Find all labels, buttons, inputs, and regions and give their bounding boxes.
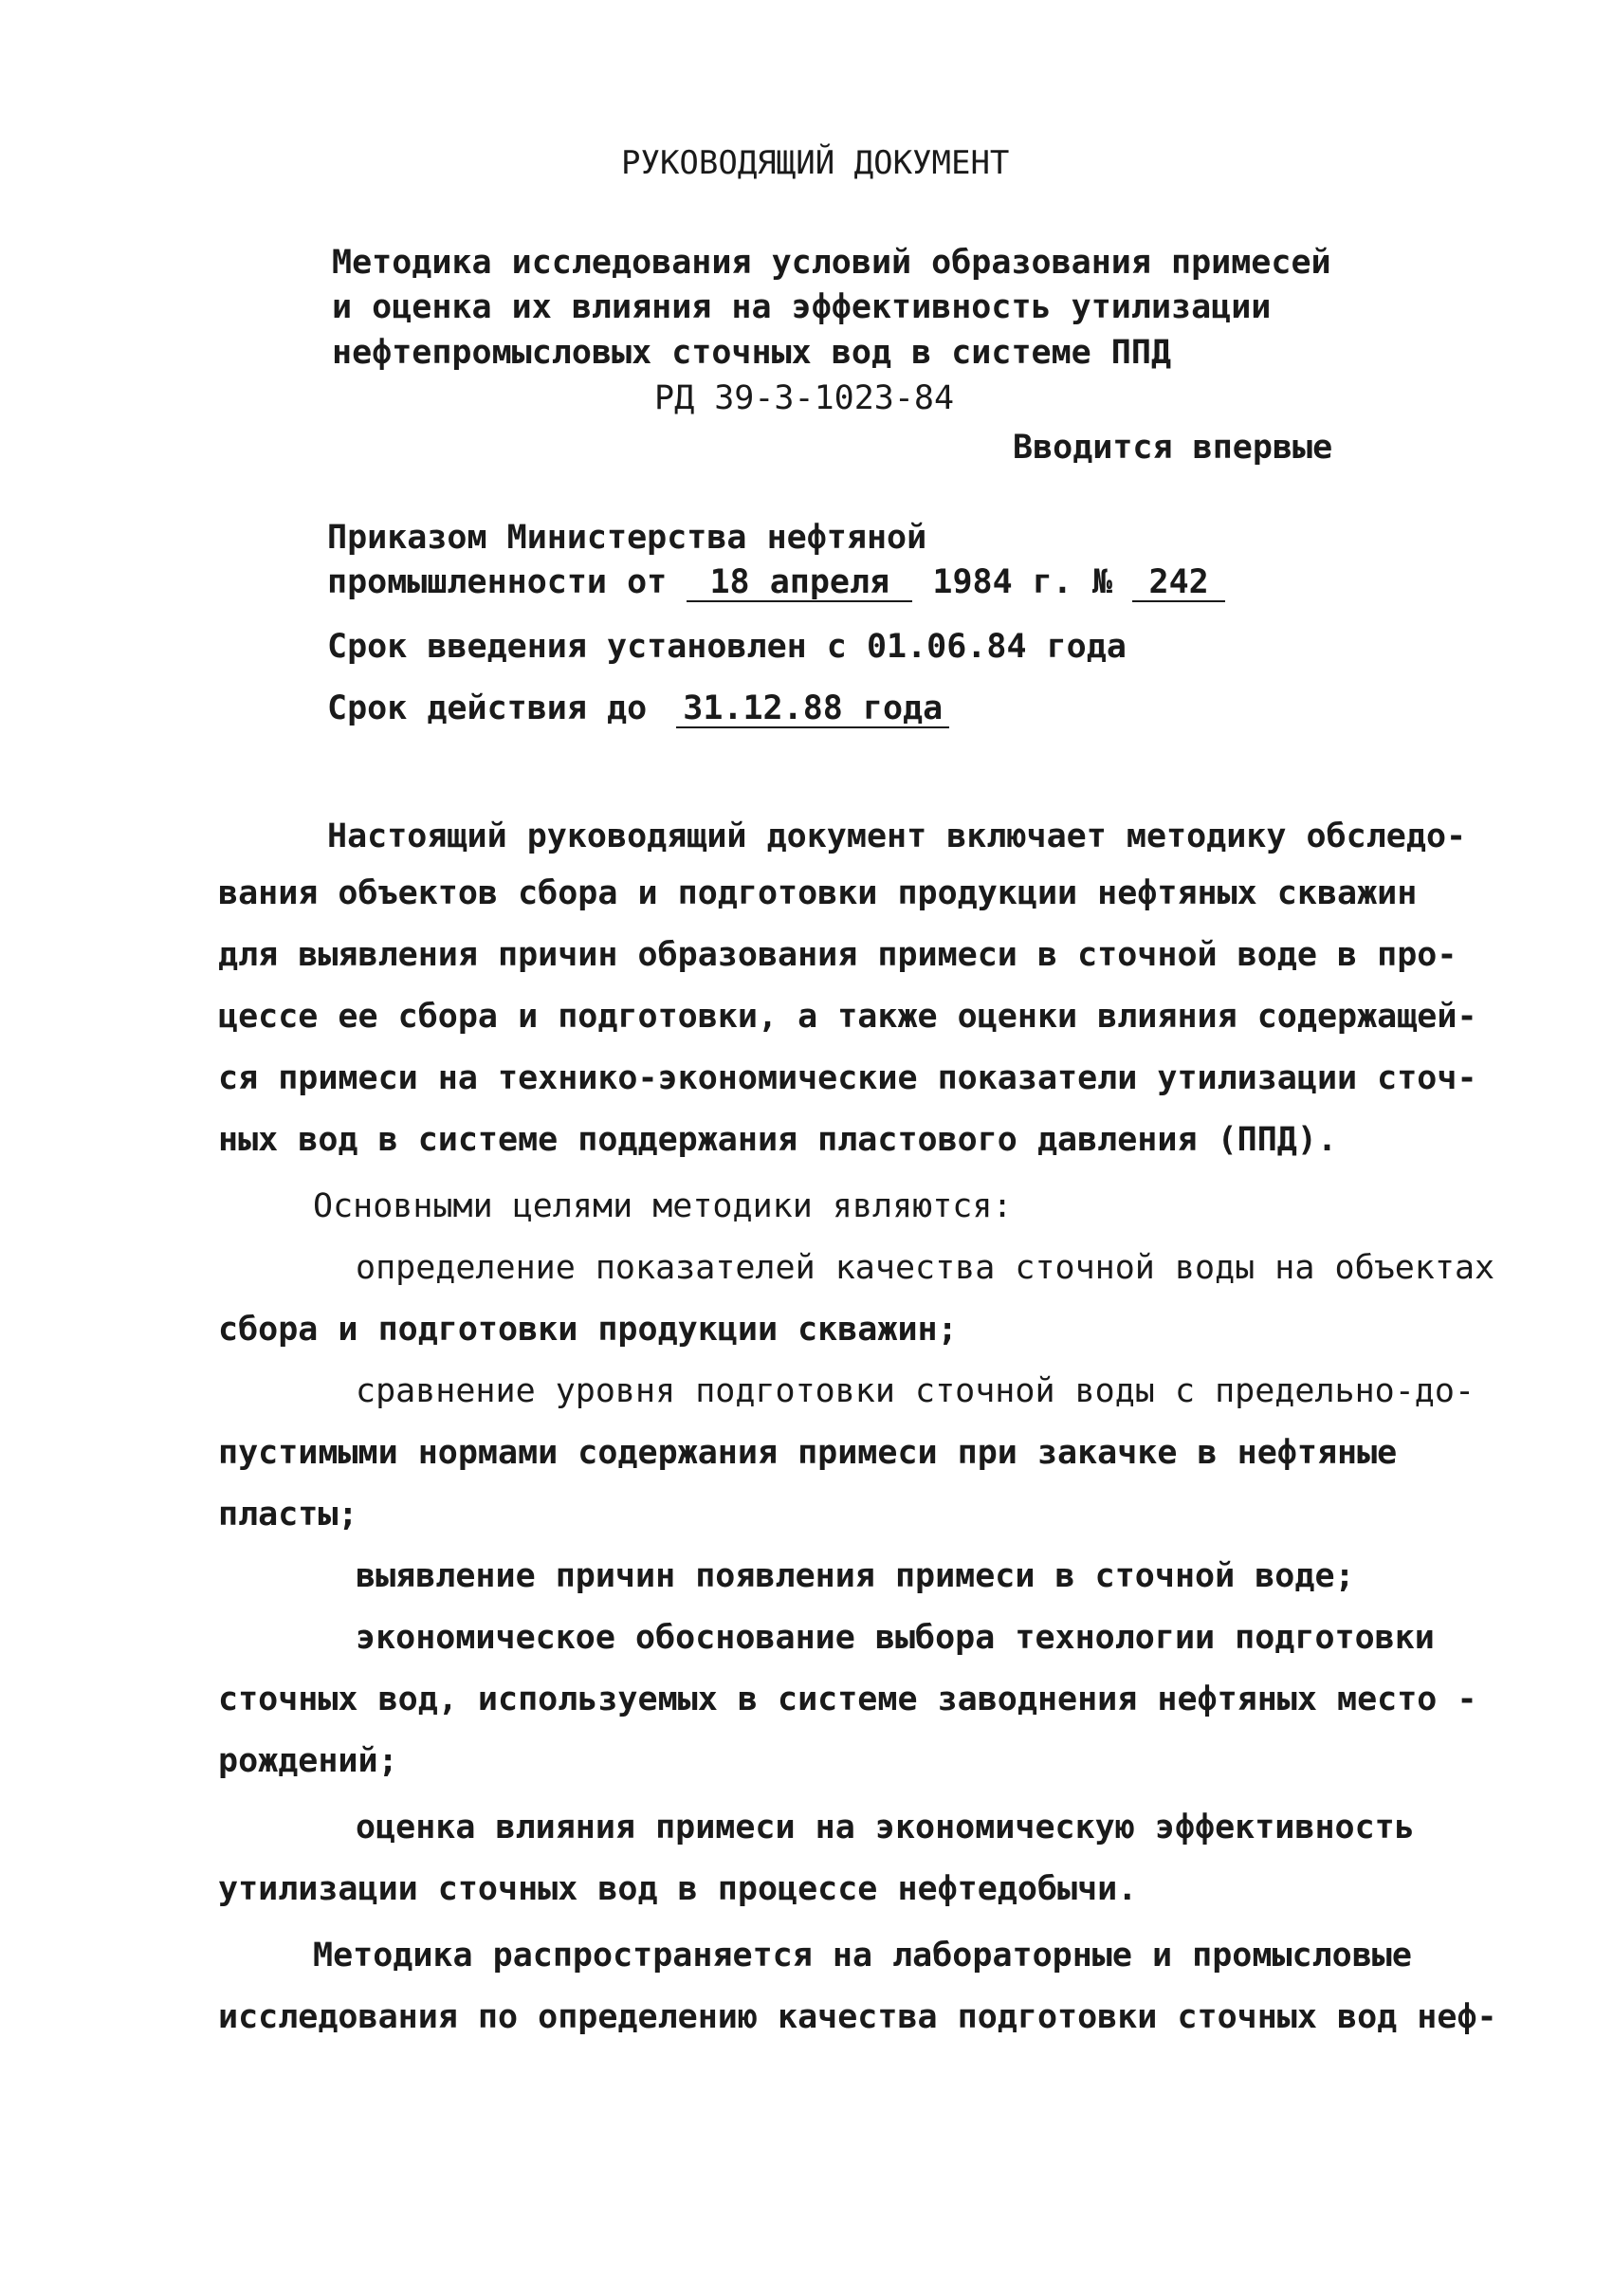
paragraph-1-line-1: Настоящий руководящий документ включает методику обследо- <box>327 817 1467 855</box>
document-status: Вводится впервые <box>1013 429 1333 467</box>
goal-1-line-1: определение показателей качества сточной воды на объектах <box>356 1249 1495 1287</box>
goal-2-line-2: пустимыми нормами содержания примеси при закачке в нефтяные <box>218 1434 1398 1472</box>
goal-5-line-1: оценка влияния примеси на экономическую эффективность <box>356 1809 1415 1846</box>
order-date: 18 апреля <box>687 564 912 602</box>
document-code: РД 39-3-1023-84 <box>654 379 955 417</box>
scope-line-2: исследования по определению качества подготовки сточных вод неф- <box>218 1998 1497 2036</box>
document-subtitle-line-2: и оценка их влияния на эффективность утилизации <box>332 288 1272 326</box>
goal-5-line-2: утилизации сточных вод в процессе нефтедобычи. <box>218 1870 1138 1908</box>
intro-date: 01.06.84 года <box>866 628 1127 666</box>
goal-1-line-2: сбора и подготовки продукции скважин; <box>218 1311 958 1349</box>
document-title: РУКОВОДЯЩИЙ ДОКУМЕНТ <box>621 144 1010 182</box>
goal-2-line-3: пласты; <box>218 1496 358 1534</box>
goal-4-line-1: экономическое обоснование выбора технологии подготовки <box>356 1619 1435 1657</box>
paragraph-1-line-3: для выявления причин образования примеси в сточной воде в про- <box>218 936 1457 974</box>
paragraph-1-line-2: вания объектов сбора и подготовки продукции нефтяных скважин <box>218 874 1418 912</box>
paragraph-1-line-6: ных вод в системе поддержания пластового давления (ППД). <box>218 1121 1338 1159</box>
order-line-2-prefix: промышленности от <box>327 563 668 601</box>
goal-4-line-2: сточных вод, используемых в системе заводнения нефтяных место - <box>218 1681 1477 1718</box>
goal-2-line-1: сравнение уровня подготовки сточной воды с предельно-до- <box>356 1372 1476 1410</box>
goals-intro: Основными целями методики являются: <box>313 1187 1013 1225</box>
paragraph-1-line-5: ся примеси на технико-экономические показатели утилизации сточ- <box>218 1059 1477 1097</box>
validity-label: Срок действия до <box>327 689 648 727</box>
order-number-sign: № <box>1091 563 1113 601</box>
order-line-2 <box>327 561 1225 603</box>
document-subtitle-line-3: нефтепромысловых сточных вод в системе ППД <box>332 334 1172 372</box>
order-line-1: Приказом Министерства нефтяной <box>327 519 927 557</box>
order-number: 242 <box>1132 564 1225 602</box>
document-subtitle-line-1: Методика исследования условий образования примесей <box>332 244 1331 282</box>
validity-date: 31.12.88 года <box>676 690 949 728</box>
goal-4-line-3: рождений; <box>218 1742 398 1780</box>
intro-date-line <box>327 626 1127 668</box>
intro-date-label: Срок введения установлен с <box>327 628 847 666</box>
scope-line-1: Методика распространяется на лабораторные и промысловые <box>313 1937 1412 1975</box>
goal-3: выявление причин появления примеси в сточной воде; <box>356 1557 1355 1595</box>
validity-line <box>327 688 949 729</box>
paragraph-1-line-4: цессе ее сбора и подготовки, а также оценки влияния содержащей- <box>218 998 1477 1036</box>
order-year: 1984 г. <box>932 563 1072 601</box>
